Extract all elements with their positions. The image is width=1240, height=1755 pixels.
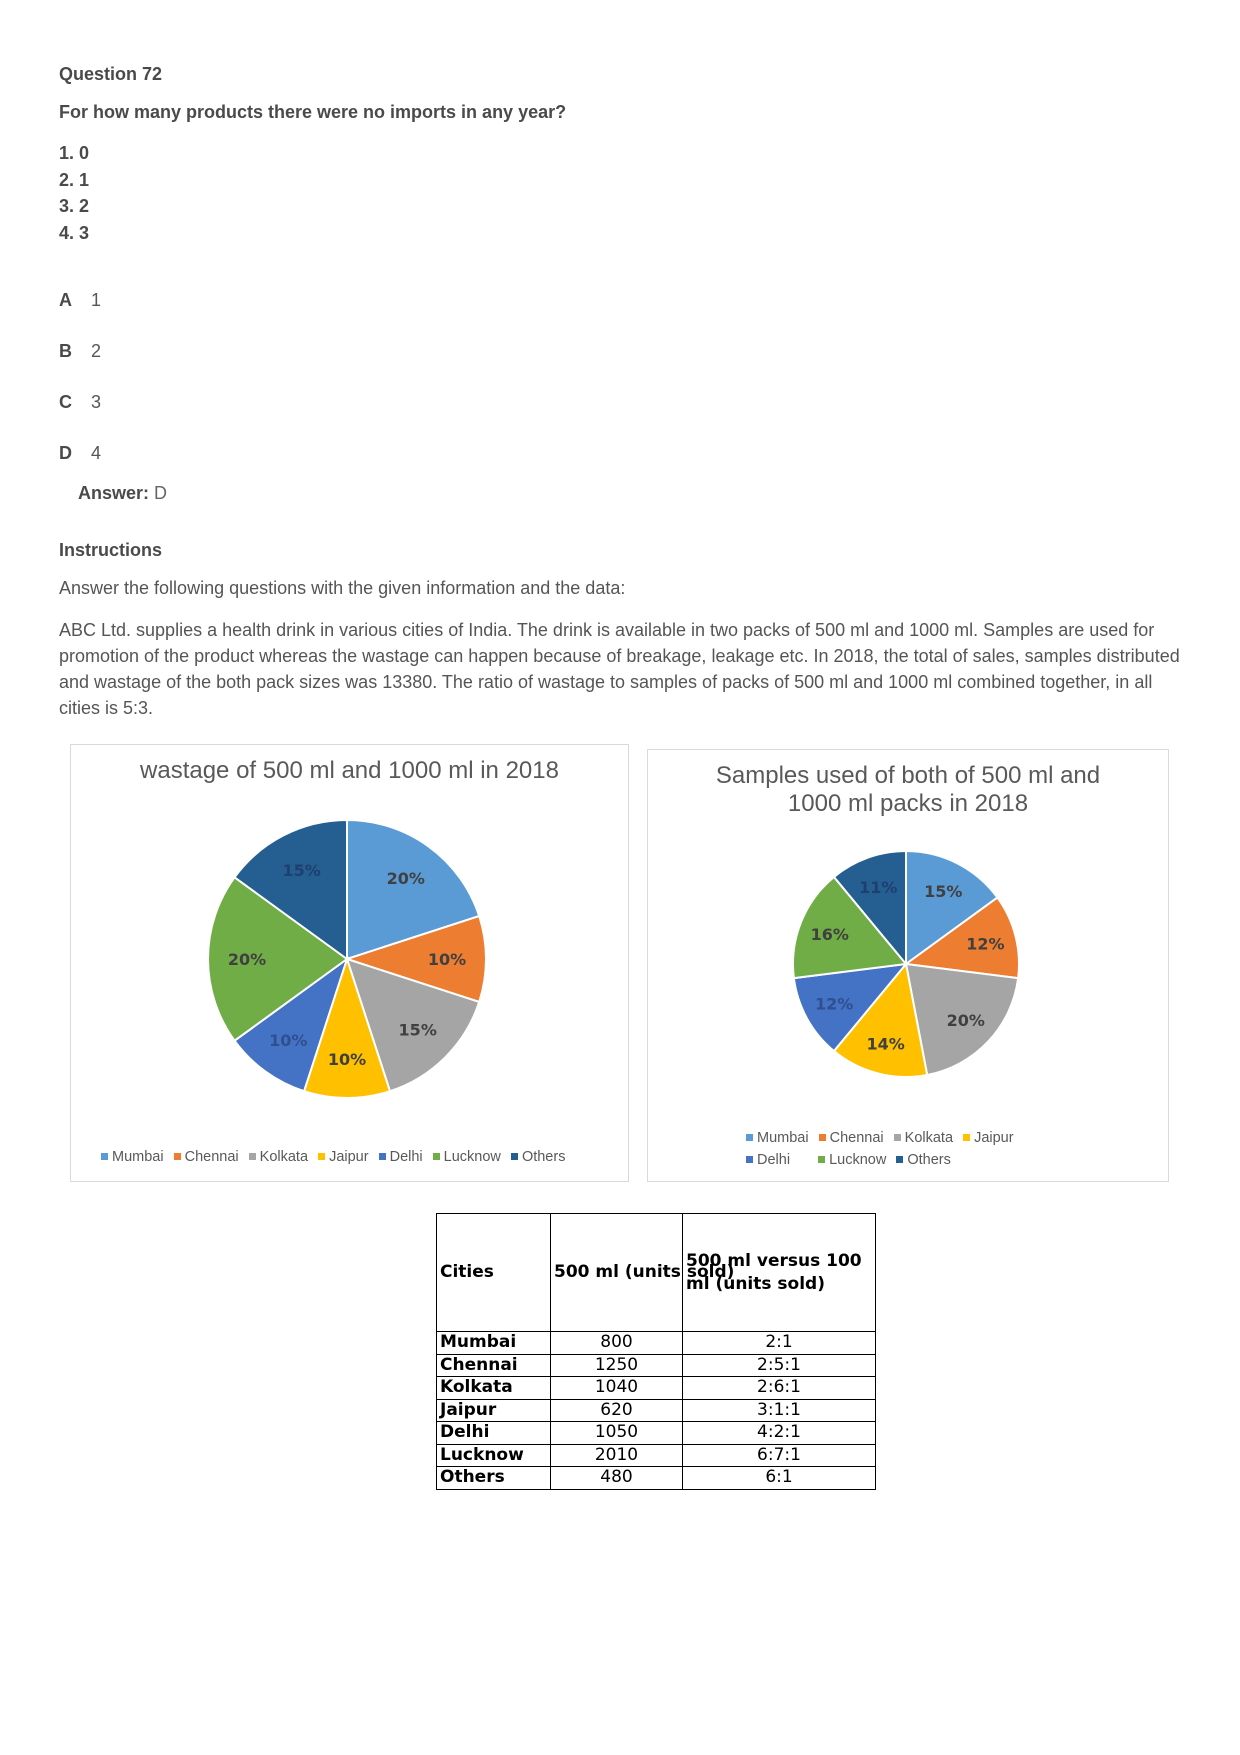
pie-label-jaipur: 14% (866, 1034, 905, 1054)
option-d[interactable] (59, 443, 101, 464)
table-cell: 800 (551, 1332, 683, 1355)
table-row (437, 1399, 876, 1422)
table-cell: 620 (551, 1399, 683, 1422)
legend-swatch (174, 1153, 181, 1160)
table-cell: 2:5:1 (683, 1354, 876, 1377)
table-row (437, 1467, 876, 1490)
table-row (437, 1444, 876, 1467)
table-cell-city: Kolkata (437, 1377, 551, 1400)
legend-item-others (896, 1152, 951, 1168)
pie-label-others: 11% (859, 877, 898, 897)
table-header-cell: Cities (437, 1214, 551, 1332)
instructions-passage: ABC Ltd. supplies a health drink in various cities of India. The drink is available in two packs of 500 ml and 1000 ml. Samples are used for promotion of the product whereas the wastage can happen because of breakage, leakage etc. In 2018, the total of sales, samples distributed and wastage of the both pack sizes was 13380. The ratio of wastage to samples of packs of 500 ml and 1000 ml combined together, in all cities is 5:3. (59, 620, 1180, 718)
legend-item-chennai (819, 1130, 884, 1146)
answer-value: D (154, 483, 168, 503)
samples-legend (746, 1127, 1020, 1171)
pie-label-kolkata: 20% (946, 1011, 985, 1031)
option-value: 3 (91, 392, 102, 412)
table-row (437, 1422, 876, 1445)
legend-swatch (818, 1156, 825, 1163)
pie-label-kolkata: 15% (398, 1020, 437, 1040)
pie-label-lucknow: 16% (810, 924, 849, 944)
pie-label-mumbai: 15% (924, 881, 963, 901)
statement-list (59, 140, 89, 246)
table-cell-city: Others (437, 1467, 551, 1490)
instructions-title: Instructions (59, 540, 163, 560)
samples-chart-title-line1: Samples used of both of 500 ml and (715, 762, 1101, 789)
legend-label: Mumbai (757, 1130, 809, 1146)
legend-swatch (379, 1153, 386, 1160)
question-text: For how many products there were no imports in any year? (59, 102, 567, 122)
table-cell: 6:7:1 (683, 1444, 876, 1467)
legend-label: Jaipur (329, 1149, 369, 1165)
table-cell: 480 (551, 1467, 683, 1490)
table-header-cell: 500 ml versus 100 ml (units sold) (683, 1214, 876, 1332)
option-value: 2 (91, 341, 102, 361)
legend-label: Jaipur (974, 1130, 1014, 1146)
statement-item: 2. 1 (59, 169, 90, 190)
table-cell: 1040 (551, 1377, 683, 1400)
legend-item-kolkata (249, 1149, 308, 1165)
option-value: 4 (91, 443, 102, 463)
samples-pie (648, 750, 1168, 1181)
legend-swatch (249, 1153, 256, 1160)
legend-item-chennai (174, 1149, 239, 1165)
table-row (437, 1332, 876, 1355)
samples-chart-title-line2: 1000 ml packs in 2018 (787, 790, 1029, 817)
table-cell: 3:1:1 (683, 1399, 876, 1422)
wastage-chart-title: wastage of 500 ml and 1000 ml in 2018 (140, 757, 559, 784)
table-cell: 1050 (551, 1422, 683, 1445)
wastage-legend (101, 1149, 571, 1165)
legend-swatch (433, 1153, 440, 1160)
option-letter: A (59, 290, 72, 310)
table-header-cell: 500 ml (units sold) (551, 1214, 683, 1332)
pie-label-jaipur: 10% (327, 1050, 367, 1069)
pie-label-lucknow: 20% (227, 950, 267, 969)
option-value: 1 (91, 290, 102, 310)
legend-swatch (896, 1156, 903, 1163)
table-cell: 1250 (551, 1354, 683, 1377)
question-title: Question 72 (59, 64, 163, 84)
table-cell-city: Mumbai (437, 1332, 551, 1355)
legend-label: Chennai (829, 1130, 884, 1146)
legend-item-delhi (746, 1152, 790, 1168)
table-cell: 2:1 (683, 1332, 876, 1355)
legend-swatch (894, 1134, 901, 1141)
legend-item-delhi (379, 1149, 423, 1165)
legend-label: Delhi (757, 1152, 791, 1168)
legend-swatch (963, 1134, 970, 1141)
table-cell: 2010 (551, 1444, 683, 1467)
table-row (437, 1354, 876, 1377)
answer (78, 483, 167, 504)
samples-chart (647, 749, 1169, 1182)
statement-item: 1. 0 (59, 143, 90, 163)
option-letter: B (59, 341, 72, 361)
instructions-text: Answer the following questions with the given information and the data: (59, 578, 626, 598)
table-cell-city: Chennai (437, 1354, 551, 1377)
option-a[interactable] (59, 290, 101, 311)
pie-label-chennai: 12% (966, 934, 1005, 954)
legend-label: Lucknow (443, 1149, 501, 1165)
table-cell: 6:1 (683, 1467, 876, 1490)
legend-item-lucknow (818, 1152, 886, 1168)
table-cell: 4:2:1 (683, 1422, 876, 1445)
legend-swatch (318, 1153, 325, 1160)
legend-label: Kolkata (259, 1149, 309, 1165)
option-letter: D (59, 443, 72, 463)
table-cell: 2:6:1 (683, 1377, 876, 1400)
legend-item-kolkata (894, 1130, 953, 1146)
wastage-chart (70, 744, 629, 1182)
wastage-pie (71, 745, 628, 1181)
legend-swatch (746, 1134, 753, 1141)
pie-label-mumbai: 20% (386, 869, 425, 889)
legend-item-jaipur (963, 1130, 1014, 1146)
legend-item-lucknow (433, 1149, 501, 1165)
legend-label: Kolkata (904, 1130, 954, 1146)
legend-item-others (511, 1149, 566, 1165)
table-cell-city: Delhi (437, 1422, 551, 1445)
legend-item-jaipur (318, 1149, 369, 1165)
pie-label-chennai: 10% (427, 950, 467, 969)
legend-label: Delhi (389, 1149, 423, 1165)
sales-table (436, 1213, 876, 1490)
option-b[interactable] (59, 341, 101, 362)
legend-swatch (101, 1153, 108, 1160)
statement-item: 4. 3 (59, 222, 90, 243)
legend-swatch (746, 1156, 753, 1163)
legend-swatch (819, 1134, 826, 1141)
legend-label: Chennai (184, 1149, 239, 1165)
option-c[interactable] (59, 392, 101, 413)
table-row (437, 1377, 876, 1400)
statement-item: 3. 2 (59, 196, 90, 216)
answer-label: Answer: (78, 483, 150, 503)
pie-label-others: 15% (282, 860, 321, 880)
table-cell-city: Jaipur (437, 1399, 551, 1422)
pie-label-delhi: 10% (269, 1030, 308, 1050)
legend-label: Others (907, 1152, 951, 1168)
legend-label: Mumbai (112, 1149, 164, 1165)
legend-label: Others (521, 1149, 566, 1165)
legend-item-mumbai (101, 1149, 164, 1165)
option-letter: C (59, 392, 72, 412)
table-cell-city: Lucknow (437, 1444, 551, 1467)
legend-item-mumbai (746, 1130, 809, 1146)
pie-label-delhi: 12% (814, 994, 854, 1014)
legend-swatch (511, 1153, 518, 1160)
table-header-row (437, 1214, 876, 1332)
legend-label: Lucknow (829, 1152, 887, 1168)
